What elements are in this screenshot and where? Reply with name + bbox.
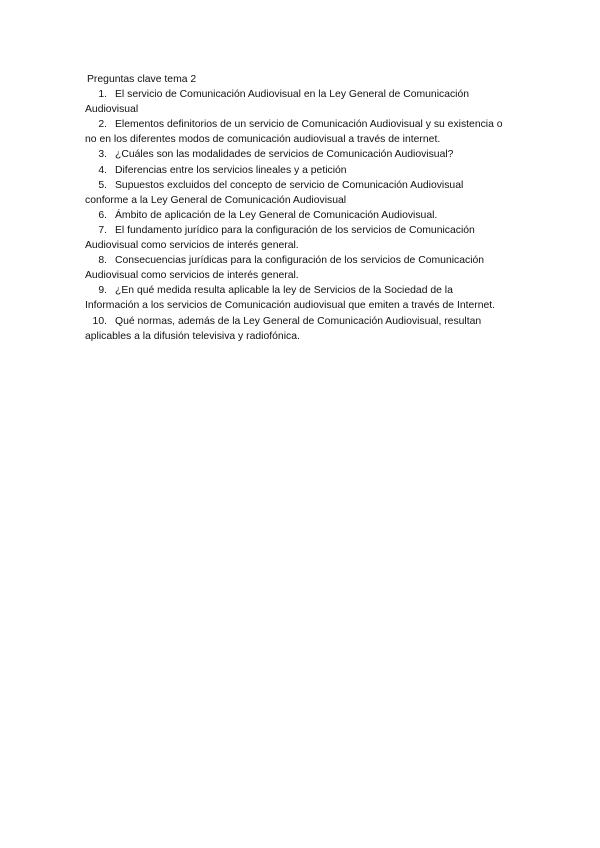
question-first-line (86, 253, 526, 268)
question-number: 4. (98, 164, 107, 176)
question-item (86, 208, 526, 223)
question-text: Qué normas, además de la Ley General de Comunicación Audiovisual, resultan (115, 315, 482, 327)
question-continuation: aplicables a la difusión televisiva y radiofónica. (85, 330, 300, 342)
question-first-line (86, 163, 526, 178)
question-number: 8. (98, 255, 107, 267)
question-number: 5. (98, 179, 107, 191)
question-text: Supuestos excluidos del concepto de servicio de Comunicación Audiovisual (115, 179, 464, 191)
question-number: 2. (98, 119, 107, 131)
question-continuation: Audiovisual como servicios de interés general. (85, 240, 299, 252)
question-continuation: Audiovisual (85, 104, 139, 116)
question-item (86, 253, 526, 283)
question-item (86, 223, 526, 253)
question-text: Ámbito de aplicación de la Ley General de Comunicación Audiovisual. (115, 209, 438, 221)
question-text: El servicio de Comunicación Audiovisual en la Ley General de Comunicación (115, 89, 470, 101)
question-item (86, 147, 526, 162)
questions-list (86, 87, 526, 344)
question-continuation: conforme a la Ley General de Comunicación Audiovisual (85, 194, 347, 206)
question-item (86, 314, 526, 344)
question-number: 6. (98, 209, 107, 221)
question-item (86, 163, 526, 178)
question-first-line (86, 223, 526, 238)
document-title: Preguntas clave tema 2 (87, 74, 197, 85)
question-text: El fundamento jurídico para la configuración de los servicios de Comunicación (115, 224, 475, 236)
question-text: ¿En qué medida resulta aplicable la ley de Servicios de la Sociedad de la (115, 285, 453, 297)
question-first-line (86, 87, 526, 102)
question-first-line (86, 117, 526, 132)
question-number: 3. (98, 149, 107, 161)
question-item (86, 178, 526, 208)
question-continuation: no en los diferentes modos de comunicación audiovisual a través de internet. (85, 134, 441, 146)
question-item (86, 117, 526, 147)
question-number: 9. (98, 285, 107, 297)
question-number: 1. (98, 89, 107, 101)
question-number: 7. (98, 224, 107, 236)
question-first-line (86, 283, 526, 298)
question-first-line (86, 314, 526, 329)
question-continuation: Información a los servicios de Comunicación audiovisual que emiten a través de Internet. (85, 300, 496, 312)
question-text: ¿Cuáles son las modalidades de servicios de Comunicación Audiovisual? (115, 149, 454, 161)
question-text: Elementos definitorios de un servicio de Comunicación Audiovisual y su existencia o (115, 119, 503, 131)
question-first-line (86, 178, 526, 193)
question-text: Consecuencias jurídicas para la configuración de los servicios de Comunicación (115, 255, 485, 267)
question-item (86, 283, 526, 313)
question-number: 10. (92, 315, 107, 327)
question-continuation: Audiovisual como servicios de interés general. (85, 270, 299, 282)
question-first-line (86, 147, 526, 162)
document-body (86, 72, 526, 344)
question-text: Diferencias entre los servicios lineales y a petición (115, 164, 347, 176)
question-first-line (86, 208, 526, 223)
question-item (86, 87, 526, 117)
